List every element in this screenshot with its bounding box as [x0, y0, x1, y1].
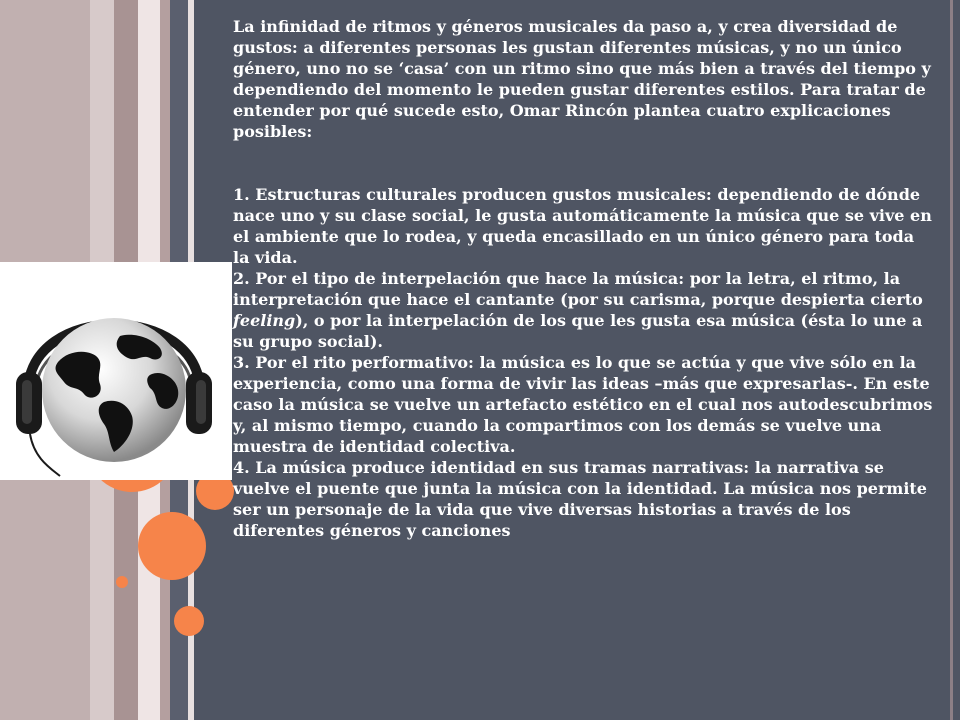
slide-text — [233, 16, 933, 541]
globe-headphones-icon — [0, 262, 232, 480]
point-3: 3. Por el rito performativo: la música es lo que se actúa y que vive sólo en la experiencia, como una forma de vivir las ideas –más que expresarlas-. En este caso la música se vuelve un artefacto estético en el cual nos autodescubrimos y, al mismo tiempo, cuando la compartimos con los demás se vuelve una muestra de identidad colectiva. — [233, 353, 933, 456]
point-2 — [233, 268, 933, 352]
point-4: 4. La música produce identidad en sus tramas narrativas: la narrativa se vuelve el puente que junta la música con la identidad. La música nos permite ser un personaje de la vida que vive diversas historias a través de los diferentes géneros y canciones — [233, 458, 927, 540]
right-border-line — [950, 0, 953, 720]
decorative-circle — [138, 512, 206, 580]
point-2-text-end: ), o por la interpelación de los que les gusta esa música (ésta lo une a su grupo social). — [233, 311, 923, 351]
point-1: 1. Estructuras culturales producen gustos musicales: dependiendo de dónde nace uno y su clase social, le gusta automáticamente la música que se vive en el ambiente que lo rodea, y queda encasillado en un único género para toda la vida. — [233, 185, 932, 267]
globe-headphones-image — [0, 262, 232, 480]
point-2-italic: feeling — [233, 311, 296, 330]
intro-paragraph: La infinidad de ritmos y géneros musicales da paso a, y crea diversidad de gustos: a diferentes personas les gustan diferentes músicas, y no un único género, uno no se ‘casa’ con un ritmo sino que más bien a través del tiempo y dependiendo del momento le pueden gustar diferentes estilos. Para tratar de entender por qué sucede esto, Omar Rincón plantea cuatro explicaciones posibles: — [233, 17, 931, 141]
decorative-circle — [116, 576, 128, 588]
decorative-circle — [174, 606, 204, 636]
point-2-text-start: 2. Por el tipo de interpelación que hace la música: por la letra, el ritmo, la interpretación que hace el cantante (por su carisma, porque despierta cierto — [233, 269, 923, 309]
